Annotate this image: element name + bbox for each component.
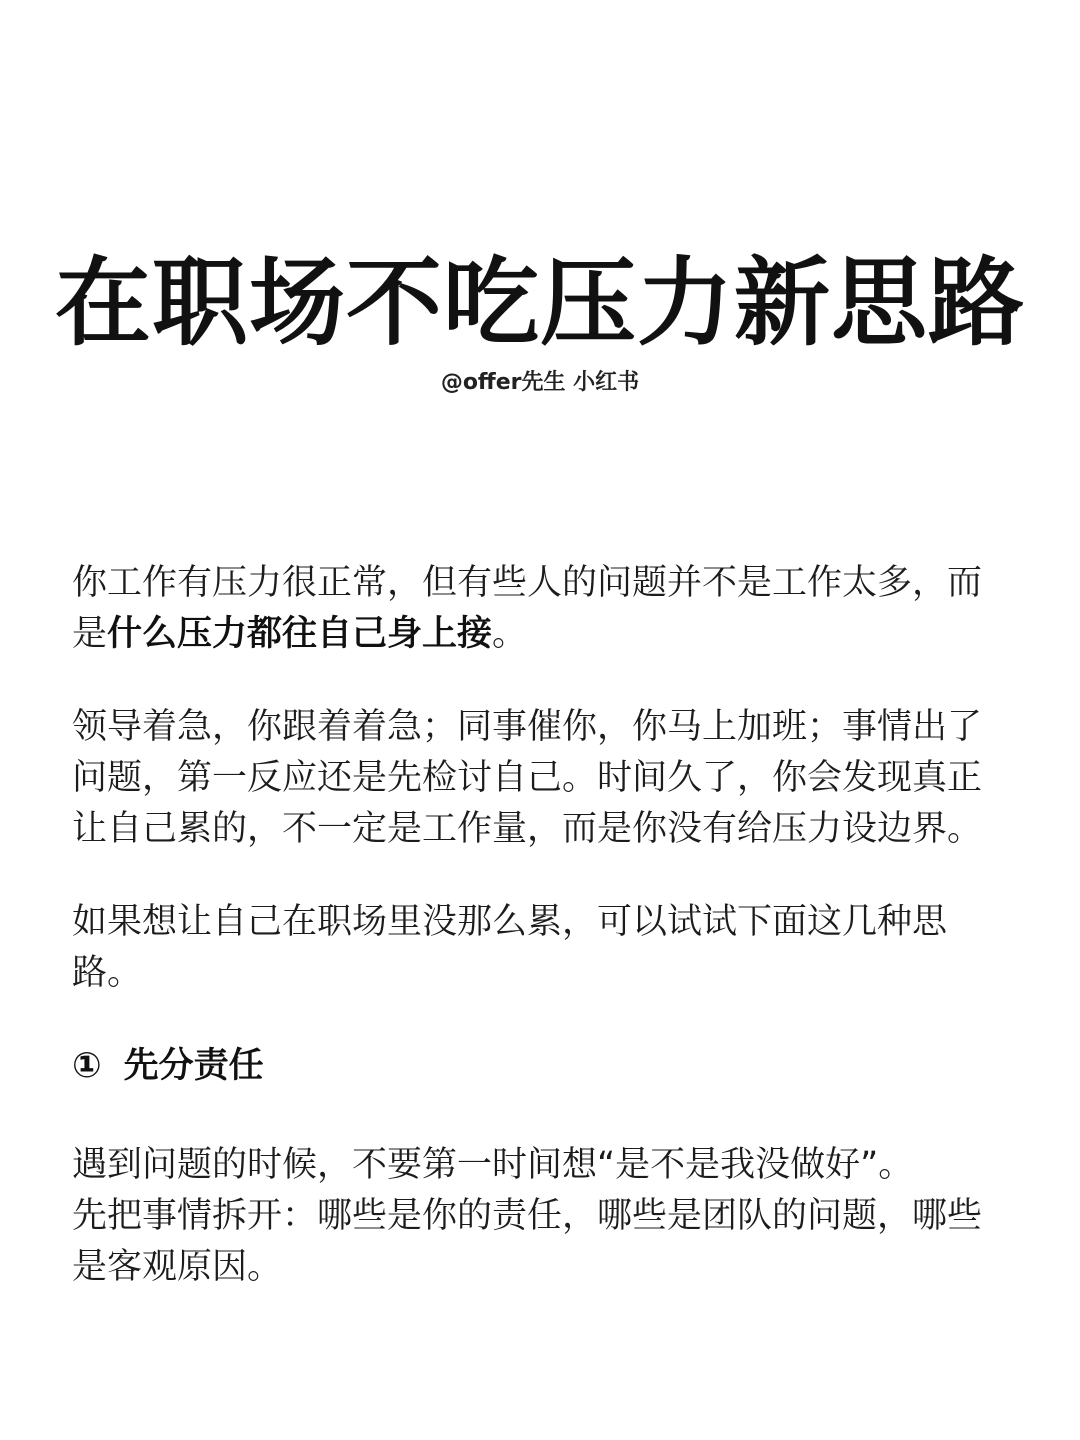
paragraph-try-ideas: 如果想让自己在职场里没那么累，可以试试下面这几种思路。 bbox=[72, 902, 948, 993]
article-body bbox=[72, 558, 1002, 1335]
intro-emphasis: 什么压力都往自己身上接 bbox=[107, 614, 493, 654]
intro-end: 。 bbox=[492, 614, 528, 654]
section-paragraph bbox=[72, 1140, 1002, 1293]
section-title: 先分责任 bbox=[123, 1046, 264, 1086]
intro-paragraph bbox=[72, 558, 1002, 660]
section-line-1: 遇到问题的时候，不要第一时间想“是不是我没做好”。 bbox=[72, 1145, 914, 1185]
intro-text: 你工作有压力很正常，但有些人的问题并不是工作太多，而是 bbox=[72, 563, 983, 654]
paragraph-pressure-examples: 领导着急，你跟着着急；同事催你，你马上加班；事情出了问题，第一反应还是先检讨自己。时间久了，你会发现真正让自己累的，不一定是工作量，而是你没有给压力设边界。 bbox=[72, 707, 983, 849]
section-number: ① bbox=[72, 1046, 102, 1086]
page-title: 在职场不吃压力新思路 bbox=[55, 247, 1025, 359]
author-byline: @offer先生 小红书 bbox=[440, 370, 640, 395]
section-line-2: 先把事情拆开：哪些是你的责任，哪些是团队的问题，哪些是客观原因。 bbox=[72, 1196, 983, 1287]
section-heading bbox=[72, 1041, 1002, 1092]
